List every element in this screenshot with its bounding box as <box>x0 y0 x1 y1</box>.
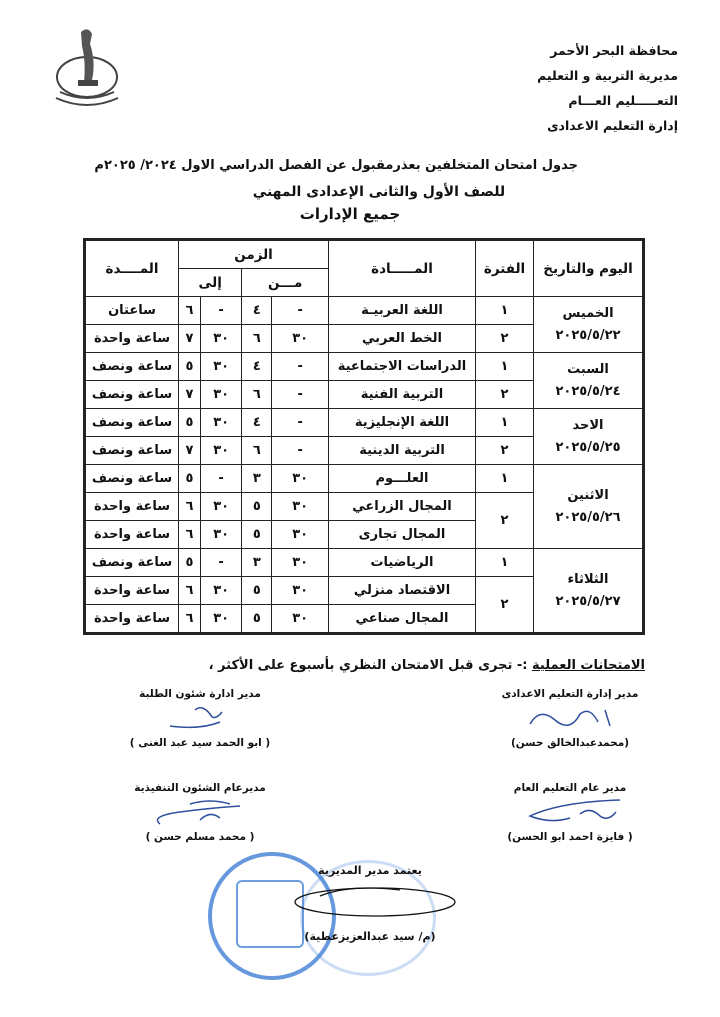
document-subtitle: للصف الأول والثانى الإعدادى المهني <box>252 184 506 200</box>
period-cell: ٢ <box>476 381 534 409</box>
to-hour-cell: ٥ <box>179 549 201 577</box>
subject-cell: التربية الفنية <box>329 381 476 409</box>
header-from: مـــن <box>242 269 329 297</box>
note-text: تجرى قبل الامتحان النظري بأسبوع على الأكثر ، <box>208 658 513 673</box>
to-hour-cell: ٥ <box>179 353 201 381</box>
subject-cell: التربية الدينية <box>329 437 476 465</box>
day-name: الخميس <box>562 305 614 321</box>
handwritten-signature-icon <box>500 796 640 826</box>
subject-cell: الخط العربي <box>329 325 476 353</box>
signature-name: ( محمد مسلم حسن ) <box>145 831 255 843</box>
signature-general-education <box>470 782 670 843</box>
to-hour-cell: ٦ <box>179 577 201 605</box>
duration-cell: ساعة ونصف <box>85 381 179 409</box>
to-hour-cell: ٧ <box>179 381 201 409</box>
from-hour-cell: ٦ <box>242 325 272 353</box>
to-hour-cell: ٧ <box>179 325 201 353</box>
from-hour-cell: ٤ <box>242 353 272 381</box>
from-minute-cell: ٣٠ <box>272 605 329 634</box>
to-minute-cell: - <box>200 549 241 577</box>
period-cell: ٢ <box>476 437 534 465</box>
duration-cell: ساعة ونصف <box>85 353 179 381</box>
signature-name: (محمدعبدالخالق حسن) <box>510 737 630 749</box>
signature-role: مدير عام التعليم العام <box>513 782 627 794</box>
duration-cell: ساعة ونصف <box>85 437 179 465</box>
document-scope: جميع الإدارات <box>299 205 401 223</box>
from-minute-cell: ٣٠ <box>272 493 329 521</box>
exam-date: ٢٠٢٥/٥/٢٧ <box>555 593 621 609</box>
day-date-cell <box>534 465 644 549</box>
header-line: محافظة البحر الأحمر <box>550 43 678 58</box>
to-minute-cell: ٣٠ <box>200 409 241 437</box>
table-row <box>85 409 644 437</box>
from-minute-cell: ٣٠ <box>272 577 329 605</box>
period-cell: ١ <box>476 409 534 437</box>
signature-executive-affairs <box>100 782 300 843</box>
from-minute-cell: - <box>272 353 329 381</box>
table-row <box>85 297 644 325</box>
to-minute-cell: - <box>200 465 241 493</box>
header-subject: المـــــادة <box>329 240 476 297</box>
exam-date: ٢٠٢٥/٥/٢٢ <box>555 327 621 343</box>
header-period: الفترة <box>476 240 534 297</box>
duration-cell: ساعة ونصف <box>85 465 179 493</box>
from-minute-cell: ٣٠ <box>272 521 329 549</box>
duration-cell: ساعة ونصف <box>85 549 179 577</box>
day-name: الاحد <box>572 417 604 433</box>
subject-cell: الرياضيات <box>329 549 476 577</box>
header-line: مديرية التربية و التعليم <box>537 68 678 83</box>
to-minute-cell: ٣٠ <box>200 353 241 381</box>
from-minute-cell: - <box>272 381 329 409</box>
from-hour-cell: ٥ <box>242 605 272 634</box>
duration-cell: ساعة واحدة <box>85 577 179 605</box>
from-hour-cell: ٦ <box>242 381 272 409</box>
signature-name: ( فايزة احمد ابو الحسن) <box>507 831 633 843</box>
subject-cell: المجال صناعي <box>329 605 476 634</box>
governorate-logo <box>48 22 126 114</box>
director-signature-icon <box>280 876 460 926</box>
handwritten-signature-icon <box>510 702 630 732</box>
signature-role: مدير ادارة شئون الطلبة <box>139 688 261 700</box>
from-minute-cell: - <box>272 409 329 437</box>
period-cell: ٢ <box>476 325 534 353</box>
duration-cell: ساعة واحدة <box>85 605 179 634</box>
director-name: (م/ سيد عبدالعزيزعطية) <box>304 930 436 943</box>
header-line: التعـــــليم العـــام <box>568 93 678 108</box>
note-label: الامتحانات العملية <box>532 658 645 673</box>
document-title: جدول امتحان المتخلفين بعذرمقبول عن الفصل الدراسي الاول ٢٠٢٤/ ٢٠٢٥م <box>94 158 578 173</box>
duration-cell: ساعة ونصف <box>85 409 179 437</box>
from-hour-cell: ٥ <box>242 577 272 605</box>
day-date-cell <box>534 297 644 353</box>
table-row <box>85 465 644 493</box>
from-hour-cell: ٣ <box>242 465 272 493</box>
signature-prep-manager <box>470 688 670 749</box>
to-minute-cell: - <box>200 297 241 325</box>
to-hour-cell: ٥ <box>179 465 201 493</box>
practical-exams-note <box>209 658 645 673</box>
day-date-cell <box>534 409 644 465</box>
subject-cell: الدراسات الاجتماعية <box>329 353 476 381</box>
to-minute-cell: ٣٠ <box>200 605 241 634</box>
from-hour-cell: ٤ <box>242 409 272 437</box>
duration-cell: ساعة واحدة <box>85 521 179 549</box>
period-cell: ١ <box>476 465 534 493</box>
from-hour-cell: ٥ <box>242 493 272 521</box>
director-approval-role: يعتمد مدير المديرية <box>318 864 422 877</box>
header-to: إلى <box>179 269 242 297</box>
signature-name: ( ابو الحمد سيد عبد الغنى ) <box>129 737 271 749</box>
from-minute-cell: - <box>272 437 329 465</box>
from-hour-cell: ٣ <box>242 549 272 577</box>
from-hour-cell: ٥ <box>242 521 272 549</box>
header-organization <box>478 38 678 138</box>
to-hour-cell: ٥ <box>179 409 201 437</box>
to-minute-cell: ٣٠ <box>200 521 241 549</box>
duration-cell: ساعتان <box>85 297 179 325</box>
day-name: الاثنين <box>567 487 609 503</box>
from-minute-cell: ٣٠ <box>272 325 329 353</box>
from-minute-cell: ٣٠ <box>272 465 329 493</box>
period-cell: ٢ <box>476 493 534 549</box>
subject-cell: اللغة العربيـة <box>329 297 476 325</box>
note-separator: :- <box>512 658 533 673</box>
exam-date: ٢٠٢٥/٥/٢٤ <box>555 383 621 399</box>
signature-role: مديرعام الشئون التنفيذية <box>134 782 266 794</box>
exam-schedule-table <box>83 238 645 635</box>
from-hour-cell: ٤ <box>242 297 272 325</box>
handwritten-signature-icon <box>140 702 260 732</box>
table-row <box>85 353 644 381</box>
duration-cell: ساعة واحدة <box>85 493 179 521</box>
subject-cell: اللغة الإنجليزية <box>329 409 476 437</box>
to-hour-cell: ٦ <box>179 493 201 521</box>
table-row <box>85 549 644 577</box>
period-cell: ١ <box>476 353 534 381</box>
exam-date: ٢٠٢٥/٥/٢٥ <box>555 439 621 455</box>
subject-cell: العلـــوم <box>329 465 476 493</box>
day-date-cell <box>534 549 644 634</box>
header-time: الزمن <box>179 240 329 269</box>
header-duration: المــــدة <box>85 240 179 297</box>
to-minute-cell: ٣٠ <box>200 381 241 409</box>
from-minute-cell: - <box>272 297 329 325</box>
subject-cell: الاقتصاد منزلي <box>329 577 476 605</box>
from-minute-cell: ٣٠ <box>272 549 329 577</box>
header-day-date: اليوم والتاريخ <box>534 240 644 297</box>
logo-emblem-icon <box>48 22 126 114</box>
to-hour-cell: ٦ <box>179 297 201 325</box>
exam-date: ٢٠٢٥/٥/٢٦ <box>555 509 621 525</box>
period-cell: ١ <box>476 297 534 325</box>
day-date-cell <box>534 353 644 409</box>
signature-student-affairs <box>100 688 300 749</box>
period-cell: ١ <box>476 549 534 577</box>
to-hour-cell: ٦ <box>179 521 201 549</box>
schedule-body <box>85 297 644 634</box>
to-minute-cell: ٣٠ <box>200 577 241 605</box>
subject-cell: المجال تجارى <box>329 521 476 549</box>
day-name: السبت <box>567 361 609 377</box>
to-hour-cell: ٧ <box>179 437 201 465</box>
signature-role: مدير إدارة التعليم الاعدادى <box>501 688 639 700</box>
header-line: إدارة التعليم الاعدادى <box>547 118 678 133</box>
day-name: الثلاثاء <box>567 571 609 587</box>
period-cell: ٢ <box>476 577 534 634</box>
to-hour-cell: ٦ <box>179 605 201 634</box>
handwritten-signature-icon <box>130 796 270 826</box>
duration-cell: ساعة واحدة <box>85 325 179 353</box>
subject-cell: المجال الزراعي <box>329 493 476 521</box>
to-minute-cell: ٣٠ <box>200 493 241 521</box>
to-minute-cell: ٣٠ <box>200 437 241 465</box>
from-hour-cell: ٦ <box>242 437 272 465</box>
to-minute-cell: ٣٠ <box>200 325 241 353</box>
